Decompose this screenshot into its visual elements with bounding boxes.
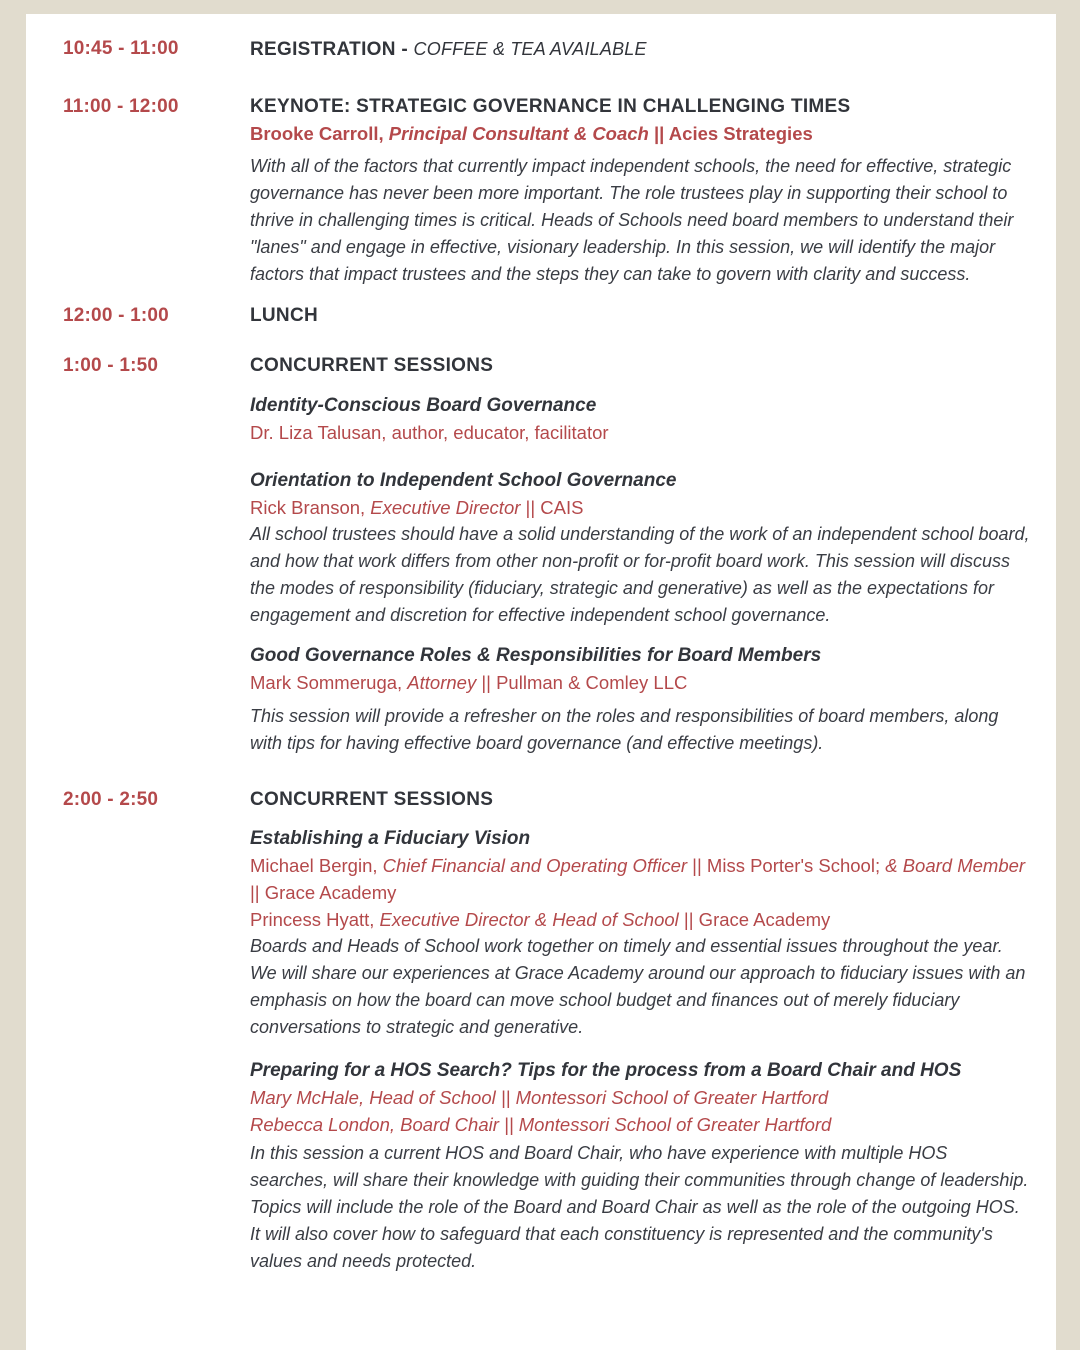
registration-title: REGISTRATION - (250, 39, 414, 60)
speaker-org: || Grace Academy (683, 909, 831, 930)
speaker-org: || Miss Porter's School; (692, 855, 886, 876)
speaker-name: Mark Sommeruga, (250, 672, 408, 693)
schedule-row-concurrent-1 (63, 353, 1056, 757)
session-title: Identity-Conscious Board Governance (250, 395, 597, 416)
session-description: In this session a current HOS and Board Chair, who have experience with multiple HOS searches, will share their knowledge with guiding their communities through change of leadership. Topics will include the role of the Board and Board Chair as well as the role of the outgoing HOS. It will also cover how to safeguard that each constituency is represented and the community's values and needs protected. (250, 1143, 1029, 1271)
speaker-org: || CAIS (525, 497, 584, 518)
speaker-role: Executive Director (370, 497, 526, 518)
speaker-name: Michael Bergin, (250, 855, 383, 876)
schedule-row-lunch (63, 303, 1056, 329)
agenda-content (26, 14, 1056, 1275)
session-hos-search (250, 1058, 1030, 1275)
keynote-description: With all of the factors that currently impact independent schools, the need for effective, strategic governance has never been more important. The role trustees play in supporting their school to thrive in challenging times is critical. Heads of Schools need board members to understand their "lanes" and engage in effective, visionary leadership. In this session, we will identify the major factors that impact trustees and the steps they can take to govern with clarity and success. (250, 156, 1014, 284)
speaker-role: Executive Director & Head of School (379, 909, 684, 930)
concurrent-2-heading: CONCURRENT SESSIONS (250, 789, 494, 810)
speaker-role: Chief Financial and Operating Officer (382, 855, 693, 876)
keynote-title: KEYNOTE: STRATEGIC GOVERNANCE IN CHALLENGING TIMES (250, 96, 851, 117)
session-speaker (250, 494, 1030, 521)
session-speaker (250, 669, 1030, 696)
registration-note: COFFEE & TEA AVAILABLE (413, 39, 647, 59)
speaker-name: Rick Branson, (250, 497, 371, 518)
session-title: Establishing a Fiduciary Vision (250, 828, 531, 849)
speaker-role-2: & Board Member (885, 855, 1026, 876)
session-description: This session will provide a refresher on the roles and responsibilities of board members, along with tips for having effective board governance (and effective meetings). (250, 706, 999, 753)
session-title: Preparing for a HOS Search? Tips for the process from a Board Chair and HOS (250, 1060, 962, 1081)
session-orientation (250, 468, 1030, 629)
session-title: Orientation to Independent School Governance (250, 470, 677, 491)
session-speaker: Rebecca London, Board Chair || Montessori School of Greater Hartford (250, 1114, 832, 1135)
agenda-page (26, 14, 1056, 1350)
lunch-title: LUNCH (250, 305, 318, 326)
speaker-org-2: || Grace Academy (250, 882, 397, 903)
time-label: 10:45 - 11:00 (63, 38, 179, 59)
session-identity-conscious (250, 393, 1030, 446)
session-good-governance (250, 643, 1030, 757)
session-speaker (250, 906, 1030, 933)
session-title: Good Governance Roles & Responsibilities for Board Members (250, 645, 822, 666)
speaker-role: Attorney (407, 672, 482, 693)
schedule-row-concurrent-2 (63, 787, 1056, 1275)
session-description: All school trustees should have a solid understanding of the work of an independent school board, and how that work differs from other non-profit or for-profit board work. This session will discuss the modes of responsibility (fiduciary, strategic and generative) as well as the expectations for engagement and discretion for effective independent school governance. (250, 524, 1030, 625)
time-label: 12:00 - 1:00 (63, 305, 169, 326)
keynote-speaker (250, 120, 1030, 147)
time-label: 2:00 - 2:50 (63, 789, 159, 810)
session-description: Boards and Heads of School work together on timely and essential issues throughout the year. We will share our experiences at Grace Academy around our approach to fiduciary issues with an emphasis on how the board can move school budget and finances out of merely fiduciary conversations to strategic and generative. (250, 936, 1026, 1037)
time-label: 11:00 - 12:00 (63, 96, 179, 117)
session-speaker: Dr. Liza Talusan, author, educator, facilitator (250, 422, 609, 443)
speaker-org: || Pullman & Comley LLC (481, 672, 688, 693)
concurrent-1-heading: CONCURRENT SESSIONS (250, 355, 494, 376)
time-label: 1:00 - 1:50 (63, 355, 159, 376)
schedule-row-keynote (63, 94, 1056, 288)
session-speaker (250, 852, 1030, 906)
speaker-org: || Acies Strategies (654, 123, 813, 144)
schedule-row-registration (63, 36, 1056, 63)
speaker-name: Brooke Carroll, (250, 123, 389, 144)
speaker-name: Princess Hyatt, (250, 909, 380, 930)
session-speaker: Mary McHale, Head of School || Montessori School of Greater Hartford (250, 1087, 829, 1108)
registration-heading (250, 36, 1030, 63)
session-fiduciary-vision (250, 826, 1030, 1041)
speaker-role: Principal Consultant & Coach (388, 123, 654, 144)
